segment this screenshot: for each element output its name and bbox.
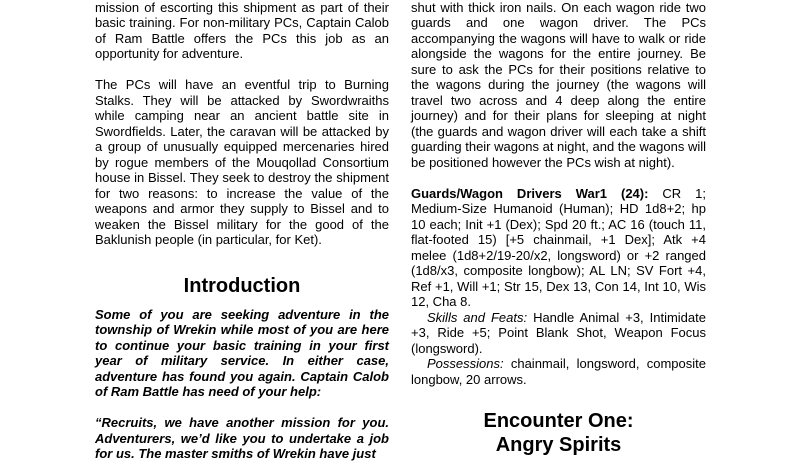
possessions-body: chainmail, longsword, composite longbow, 20 arrows. [411,356,706,387]
right-paragraph-1: shut with thick iron nails. On each wagon ride two guards and one wagon driver. The PCs accompanying the wagons will have to walk or ride alongside the wagons for the entire journey. Be sure to ask the PCs for their positions relative to the wagons during the journey (the wagons will travel two across and 4 deep along the entire journey) and for their plans for sleeping at night (the guards and wagon driver will each take a shift guarding their wagons at night, and the wagons will be positioned however the PCs wish at night). [411,0,706,170]
introduction-heading: Introduction [183,274,301,297]
skills-body: Handle Animal +3, Intimidate +3, Ride +5; Point Blank Shot, Weapon Focus (longsword). [411,309,706,356]
skills-line [411,310,706,357]
right-column [411,0,706,457]
possessions-line [411,356,706,387]
encounter-heading-line-1: Encounter One: [483,410,634,432]
left-paragraph-1: mission of escorting this shipment as part of their basic training. For non-military PCs, Captain Calob of Ram Battle offers the PCs this job as an opportunity for adventure. [95,0,389,61]
stat-block-body: CR 1; Medium-Size Humanoid (Human); HD 1d8+2; hp 10 each; Init +1 (Dex); Spd 20 ft.; AC 16 (touch 11, flat-footed 15) [+5 chainmail, +1 Dex]; Atk +4 melee (1d8+2/19-20/x2, longsword) or +2 ranged (1d8/x3, composite longbow); AL LN; SV Fort +4, Ref +1, Will +1; Str 15, Dex 13, Con 14, Int 10, Wis 12, Cha 8. [411,185,706,309]
stat-block [411,186,706,310]
skills-label: Skills and Feats: [427,309,528,325]
encounter-heading-line-2: Angry Spirits [495,434,622,456]
boxed-text-1: Some of you are seeking adventure in the township of Wrekin while most of you are here to continue your basic training in your first year of military service. In either case, adventure has found you again. Captain Calob of Ram Battle has need of your help: [95,306,389,399]
boxed-text-2: “Recruits, we have another mission for you. Adventurers, we’d like you to undertake a job for us. The master smiths of Wrekin have just [95,415,389,461]
left-column [95,0,389,462]
stat-block-name: Guards/Wagon Drivers War1 (24): [411,185,649,201]
left-paragraph-2: The PCs will have an eventful trip to Burning Stalks. They will be attacked by Swordwraiths while camping near an ancient battle site in Swordfields. Later, the caravan will be attacked by a group of unusually equipped mercenaries hired by rogue members of the Mouqollad Consortium house in Bissel. They seek to destroy the shipment for two reasons: to increase the value of the weapons and armor they supply to Bissel and to weaken the Bissel military for the good of the Baklunish people (in particular, for Ket). [95,77,389,247]
possessions-label: Possessions: [427,356,504,371]
